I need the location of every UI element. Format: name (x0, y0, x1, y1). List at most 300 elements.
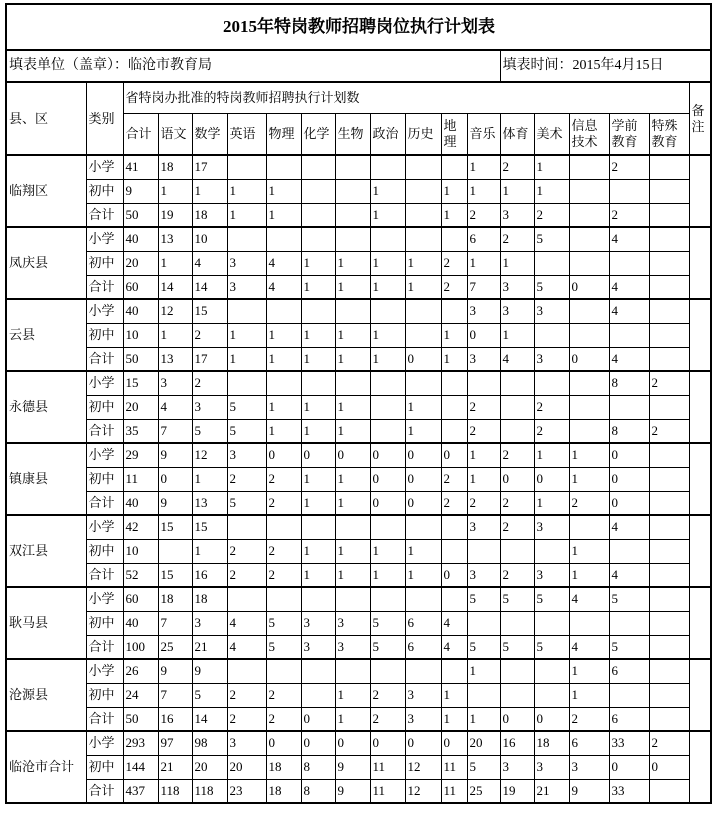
category-cell: 合计 (86, 347, 123, 371)
value-cell (467, 539, 500, 563)
value-cell: 2 (227, 467, 266, 491)
value-cell: 2 (609, 155, 649, 179)
value-cell: 29 (123, 443, 158, 467)
table-row (6, 731, 711, 755)
value-cell (405, 323, 441, 347)
value-cell (569, 179, 609, 203)
value-cell: 5 (266, 611, 301, 635)
value-cell: 1 (405, 251, 441, 275)
value-cell: 19 (500, 779, 534, 803)
value-cell: 4 (266, 251, 301, 275)
value-cell: 0 (534, 467, 569, 491)
remark-cell (689, 731, 711, 803)
value-cell (569, 515, 609, 539)
value-cell (534, 539, 569, 563)
value-cell: 12 (192, 443, 227, 467)
value-cell: 1 (569, 683, 609, 707)
table-row (6, 707, 711, 731)
plan-group-header: 省特岗办批准的特岗教师招聘执行计划数 (123, 82, 689, 114)
value-cell (609, 323, 649, 347)
category-cell: 合计 (86, 203, 123, 227)
value-cell (649, 683, 689, 707)
value-cell (405, 299, 441, 323)
value-cell: 1 (405, 563, 441, 587)
county-column-header: 县、区 (6, 82, 86, 155)
table-row (6, 347, 711, 371)
category-cell: 初中 (86, 323, 123, 347)
value-cell (266, 227, 301, 251)
county-name: 云县 (6, 299, 86, 371)
value-cell: 33 (609, 731, 649, 755)
value-cell: 40 (123, 611, 158, 635)
category-cell: 小学 (86, 155, 123, 179)
value-cell: 23 (227, 779, 266, 803)
value-cell: 6 (609, 659, 649, 683)
value-cell: 60 (123, 275, 158, 299)
value-cell: 9 (335, 779, 370, 803)
value-cell: 15 (192, 299, 227, 323)
value-cell: 0 (534, 707, 569, 731)
value-cell (227, 227, 266, 251)
value-cell: 2 (266, 707, 301, 731)
value-cell: 0 (609, 443, 649, 467)
value-cell: 1 (370, 539, 405, 563)
value-cell: 11 (123, 467, 158, 491)
value-cell: 1 (500, 179, 534, 203)
value-cell: 1 (266, 419, 301, 443)
value-cell: 12 (405, 755, 441, 779)
value-cell: 11 (441, 779, 467, 803)
value-cell: 1 (467, 707, 500, 731)
value-cell: 50 (123, 707, 158, 731)
county-name: 临沧市合计 (6, 731, 86, 803)
value-cell (301, 371, 335, 395)
value-cell: 0 (405, 467, 441, 491)
value-cell: 1 (441, 179, 467, 203)
value-cell: 3 (500, 203, 534, 227)
value-cell (467, 683, 500, 707)
value-cell (649, 299, 689, 323)
value-cell: 5 (534, 635, 569, 659)
value-cell: 11 (370, 779, 405, 803)
value-cell (649, 395, 689, 419)
value-cell (301, 203, 335, 227)
value-cell: 4 (500, 347, 534, 371)
value-cell: 2 (569, 491, 609, 515)
remark-cell (689, 659, 711, 731)
value-cell: 1 (467, 443, 500, 467)
value-cell: 3 (500, 755, 534, 779)
value-cell: 21 (158, 755, 192, 779)
value-cell: 2 (227, 563, 266, 587)
value-cell (441, 539, 467, 563)
value-cell: 2 (441, 491, 467, 515)
value-cell: 50 (123, 203, 158, 227)
value-cell (370, 659, 405, 683)
table-row (6, 299, 711, 323)
value-cell: 5 (192, 419, 227, 443)
value-cell: 18 (266, 755, 301, 779)
value-cell: 1 (569, 467, 609, 491)
value-cell: 10 (123, 323, 158, 347)
value-cell: 4 (609, 515, 649, 539)
value-cell: 1 (441, 347, 467, 371)
value-cell (569, 419, 609, 443)
subject-header: 化学 (301, 114, 335, 156)
value-cell: 2 (649, 371, 689, 395)
value-cell (158, 539, 192, 563)
value-cell: 0 (301, 731, 335, 755)
value-cell: 1 (441, 323, 467, 347)
value-cell: 2 (534, 203, 569, 227)
value-cell (534, 611, 569, 635)
category-cell: 初中 (86, 755, 123, 779)
county-name: 永德县 (6, 371, 86, 443)
value-cell: 2 (227, 683, 266, 707)
value-cell (266, 515, 301, 539)
value-cell: 33 (609, 779, 649, 803)
value-cell (405, 515, 441, 539)
value-cell: 3 (301, 635, 335, 659)
category-cell: 小学 (86, 587, 123, 611)
value-cell (335, 299, 370, 323)
value-cell: 7 (158, 419, 192, 443)
remark-cell (689, 299, 711, 371)
value-cell (609, 395, 649, 419)
value-cell (441, 587, 467, 611)
value-cell: 4 (441, 635, 467, 659)
value-cell: 1 (301, 467, 335, 491)
value-cell: 5 (467, 587, 500, 611)
value-cell: 1 (227, 347, 266, 371)
value-cell: 2 (227, 539, 266, 563)
value-cell: 2 (467, 395, 500, 419)
value-cell: 20 (467, 731, 500, 755)
value-cell: 1 (266, 347, 301, 371)
value-cell (649, 491, 689, 515)
category-cell: 小学 (86, 371, 123, 395)
value-cell (441, 659, 467, 683)
value-cell (500, 419, 534, 443)
value-cell (227, 155, 266, 179)
value-cell (227, 299, 266, 323)
value-cell (405, 659, 441, 683)
value-cell (649, 155, 689, 179)
value-cell: 1 (534, 491, 569, 515)
value-cell: 0 (370, 467, 405, 491)
value-cell: 1 (370, 203, 405, 227)
value-cell: 1 (266, 179, 301, 203)
value-cell: 1 (500, 323, 534, 347)
subject-header: 英语 (227, 114, 266, 156)
value-cell: 1 (335, 395, 370, 419)
value-cell: 9 (335, 755, 370, 779)
value-cell: 0 (301, 707, 335, 731)
value-cell: 7 (158, 611, 192, 635)
value-cell: 4 (192, 251, 227, 275)
value-cell (649, 467, 689, 491)
value-cell: 1 (370, 563, 405, 587)
county-name: 耿马县 (6, 587, 86, 659)
value-cell: 3 (534, 347, 569, 371)
value-cell: 13 (192, 491, 227, 515)
value-cell: 0 (441, 563, 467, 587)
value-cell: 1 (335, 323, 370, 347)
value-cell: 1 (441, 203, 467, 227)
table-row (6, 227, 711, 251)
county-name: 沧源县 (6, 659, 86, 731)
value-cell (441, 395, 467, 419)
value-cell (266, 371, 301, 395)
value-cell: 7 (158, 683, 192, 707)
value-cell (301, 515, 335, 539)
value-cell: 4 (266, 275, 301, 299)
value-cell: 1 (370, 323, 405, 347)
value-cell (335, 203, 370, 227)
table-row (6, 491, 711, 515)
value-cell (649, 203, 689, 227)
value-cell: 5 (534, 227, 569, 251)
value-cell (649, 179, 689, 203)
value-cell: 1 (569, 443, 609, 467)
value-cell (500, 683, 534, 707)
category-cell: 合计 (86, 275, 123, 299)
value-cell: 1 (158, 323, 192, 347)
value-cell (500, 395, 534, 419)
value-cell: 18 (158, 587, 192, 611)
value-cell: 2 (500, 515, 534, 539)
table-row (6, 419, 711, 443)
value-cell: 3 (227, 251, 266, 275)
value-cell: 3 (158, 371, 192, 395)
value-cell (500, 659, 534, 683)
value-cell (370, 371, 405, 395)
county-name: 双江县 (6, 515, 86, 587)
value-cell: 0 (370, 731, 405, 755)
value-cell (569, 371, 609, 395)
category-cell: 初中 (86, 467, 123, 491)
value-cell: 3 (467, 299, 500, 323)
value-cell: 2 (441, 251, 467, 275)
value-cell: 2 (500, 563, 534, 587)
value-cell: 0 (405, 347, 441, 371)
value-cell (649, 707, 689, 731)
value-cell: 1 (227, 179, 266, 203)
value-cell: 1 (405, 275, 441, 299)
value-cell: 4 (609, 275, 649, 299)
value-cell: 20 (123, 395, 158, 419)
value-cell: 42 (123, 515, 158, 539)
value-cell: 3 (467, 347, 500, 371)
county-name: 镇康县 (6, 443, 86, 515)
value-cell: 3 (467, 515, 500, 539)
table-row (6, 203, 711, 227)
value-cell (266, 155, 301, 179)
value-cell: 0 (405, 491, 441, 515)
remark-cell (689, 515, 711, 587)
table-row (6, 155, 711, 179)
value-cell: 1 (467, 251, 500, 275)
value-cell (227, 515, 266, 539)
value-cell: 16 (158, 707, 192, 731)
value-cell: 2 (467, 203, 500, 227)
value-cell: 15 (158, 563, 192, 587)
subject-header: 语文 (158, 114, 192, 156)
value-cell: 2 (649, 731, 689, 755)
value-cell (301, 659, 335, 683)
value-cell: 1 (266, 395, 301, 419)
value-cell (335, 227, 370, 251)
value-cell: 0 (609, 755, 649, 779)
value-cell: 2 (227, 707, 266, 731)
page-title: 2015年特岗教师招聘岗位执行计划表 (6, 4, 711, 50)
value-cell (534, 323, 569, 347)
value-cell: 15 (192, 515, 227, 539)
value-cell (227, 587, 266, 611)
value-cell (441, 299, 467, 323)
value-cell: 21 (192, 635, 227, 659)
value-cell: 1 (405, 539, 441, 563)
value-cell: 26 (123, 659, 158, 683)
value-cell: 8 (609, 371, 649, 395)
value-cell: 2 (441, 467, 467, 491)
value-cell (534, 683, 569, 707)
value-cell: 1 (192, 539, 227, 563)
value-cell: 0 (609, 491, 649, 515)
value-cell: 3 (405, 683, 441, 707)
value-cell: 437 (123, 779, 158, 803)
category-cell: 合计 (86, 779, 123, 803)
value-cell: 6 (467, 227, 500, 251)
value-cell (335, 515, 370, 539)
value-cell (441, 515, 467, 539)
value-cell: 4 (441, 611, 467, 635)
category-cell: 小学 (86, 299, 123, 323)
table-row (6, 395, 711, 419)
value-cell: 0 (301, 443, 335, 467)
value-cell (335, 371, 370, 395)
value-cell (649, 515, 689, 539)
subject-header: 特殊教育 (649, 114, 689, 156)
value-cell: 2 (500, 227, 534, 251)
table-row (6, 251, 711, 275)
value-cell: 0 (158, 467, 192, 491)
value-cell: 5 (266, 635, 301, 659)
value-cell: 8 (301, 779, 335, 803)
value-cell: 13 (158, 347, 192, 371)
subject-header: 历史 (405, 114, 441, 156)
value-cell (649, 275, 689, 299)
value-cell (405, 227, 441, 251)
value-cell (441, 371, 467, 395)
value-cell (569, 323, 609, 347)
value-cell: 40 (123, 227, 158, 251)
value-cell: 8 (301, 755, 335, 779)
value-cell: 7 (467, 275, 500, 299)
remark-cell (689, 227, 711, 299)
value-cell: 2 (370, 707, 405, 731)
remark-cell (689, 155, 711, 227)
value-cell: 9 (158, 491, 192, 515)
value-cell: 40 (123, 299, 158, 323)
value-cell: 2 (192, 323, 227, 347)
table-row (6, 467, 711, 491)
value-cell (301, 683, 335, 707)
value-cell (534, 371, 569, 395)
value-cell: 0 (370, 443, 405, 467)
value-cell (301, 587, 335, 611)
value-cell: 118 (158, 779, 192, 803)
subject-header: 体育 (500, 114, 534, 156)
value-cell (500, 371, 534, 395)
value-cell: 1 (335, 467, 370, 491)
value-cell: 0 (569, 347, 609, 371)
category-cell: 初中 (86, 683, 123, 707)
category-cell: 初中 (86, 611, 123, 635)
subject-header: 美术 (534, 114, 569, 156)
value-cell: 97 (158, 731, 192, 755)
value-cell: 2 (609, 203, 649, 227)
value-cell: 0 (569, 275, 609, 299)
value-cell: 9 (158, 443, 192, 467)
subject-header: 物理 (266, 114, 301, 156)
value-cell: 1 (301, 491, 335, 515)
value-cell: 4 (569, 635, 609, 659)
value-cell: 3 (405, 707, 441, 731)
value-cell: 0 (467, 323, 500, 347)
value-cell: 1 (335, 683, 370, 707)
value-cell (500, 539, 534, 563)
value-cell: 0 (405, 443, 441, 467)
value-cell (609, 251, 649, 275)
value-cell: 8 (609, 419, 649, 443)
value-cell: 2 (534, 395, 569, 419)
value-cell: 3 (227, 443, 266, 467)
value-cell: 5 (467, 635, 500, 659)
value-cell: 5 (609, 635, 649, 659)
value-cell: 0 (441, 443, 467, 467)
value-cell (569, 227, 609, 251)
value-cell: 60 (123, 587, 158, 611)
value-cell (569, 203, 609, 227)
value-cell (569, 611, 609, 635)
value-cell: 2 (467, 419, 500, 443)
value-cell (441, 155, 467, 179)
category-cell: 合计 (86, 419, 123, 443)
value-cell: 15 (158, 515, 192, 539)
category-cell: 合计 (86, 491, 123, 515)
value-cell (335, 179, 370, 203)
value-cell (335, 659, 370, 683)
subject-header: 地理 (441, 114, 467, 156)
value-cell: 1 (158, 179, 192, 203)
value-cell (301, 179, 335, 203)
value-cell: 144 (123, 755, 158, 779)
value-cell: 41 (123, 155, 158, 179)
value-cell (649, 659, 689, 683)
value-cell: 4 (227, 635, 266, 659)
value-cell: 52 (123, 563, 158, 587)
value-cell (609, 539, 649, 563)
value-cell (569, 299, 609, 323)
value-cell: 0 (405, 731, 441, 755)
value-cell: 5 (370, 611, 405, 635)
value-cell: 25 (158, 635, 192, 659)
value-cell: 3 (192, 611, 227, 635)
value-cell: 6 (569, 731, 609, 755)
value-cell: 1 (441, 707, 467, 731)
value-cell: 1 (335, 491, 370, 515)
